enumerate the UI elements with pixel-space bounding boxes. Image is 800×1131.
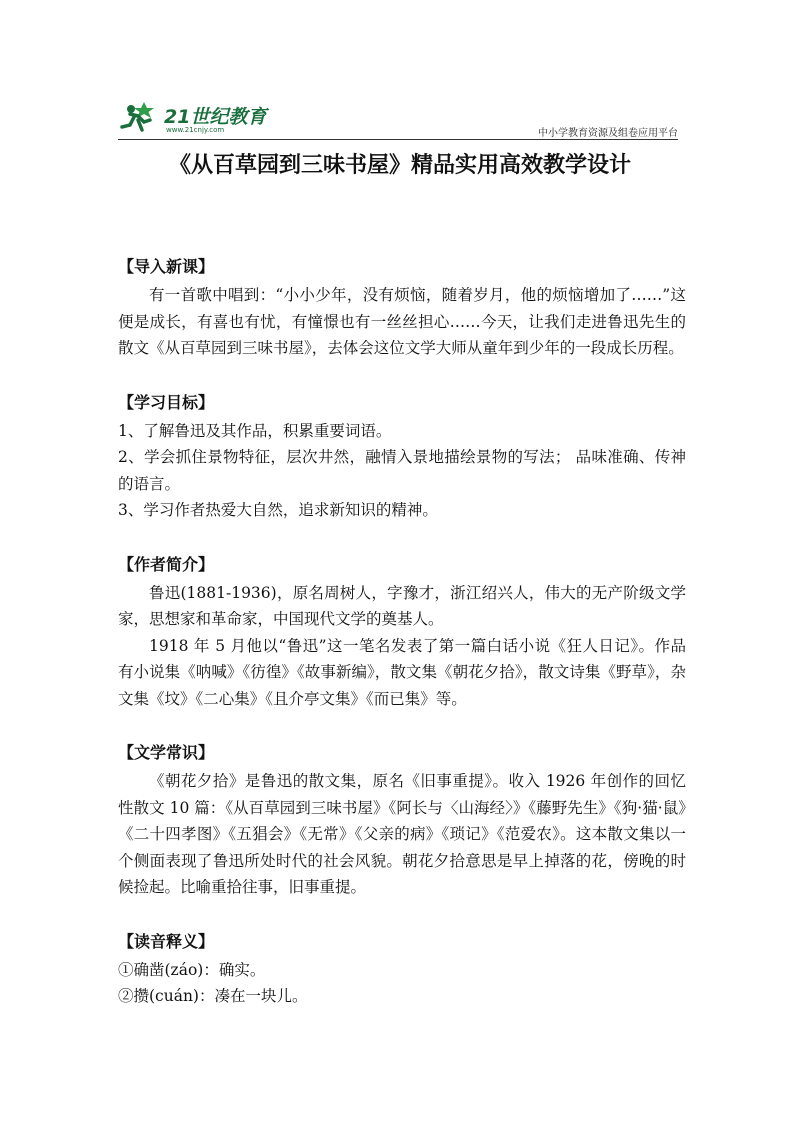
- header-tagline: 中小学教育资源及组卷应用平台: [538, 128, 678, 139]
- section-heading: 【学习目标】: [118, 392, 215, 412]
- page-title: 《从百草园到三味书屋》精品实用高效教学设计: [168, 153, 631, 178]
- document-body: [118, 252, 686, 1010]
- section-heading: 【作者简介】: [118, 554, 215, 574]
- list-item: ①确凿(záo)：确实。: [118, 960, 266, 979]
- list-item: 1、了解鲁迅及其作品，积累重要词语。: [118, 421, 392, 440]
- paragraph: 鲁迅(1881-1936)，原名周树人，字豫才，浙江绍兴人，伟大的无产阶级文学家，思想家和革命家，中国现代文学的奠基人。: [118, 583, 686, 628]
- section-heading: 【文学常识】: [118, 743, 215, 762]
- logo-url: www.21cnjy.com: [166, 126, 225, 134]
- runner-logo-icon: [120, 100, 162, 134]
- paragraph: 《朝花夕拾》是鲁迅的散文集，原名《旧事重提》。收入 1926 年创作的回忆性散文 10 篇：《从百草园到三味书屋》《阿长与〈山海经〉》《藤野先生》《狗·猫·鼠》《二十四孝图》《五猖会》《无常》《父亲的病》《琐记》《范爱农》。这本散文集以一个侧面表现了鲁迅所处时代的社会风貌。朝花夕拾意思是早上掉落的花，傍晚的时候捡起。比喻重拾往事，旧事重提。: [118, 772, 686, 896]
- paragraph: 1918 年 5 月他以“鲁迅”这一笔名发表了第一篇白话小说《狂人日记》。作品有小说集《呐喊》《彷徨》《故事新编》，散文集《朝花夕拾》，散文诗集《野草》，杂文集《坟》《二心集》《且介亭文集》《而已集》等。: [118, 636, 686, 708]
- header-rule: [118, 139, 678, 140]
- section-heading: 【读音释义】: [118, 931, 215, 951]
- logo: [118, 98, 278, 138]
- list-item: ②攒(cuán)：凑在一块儿。: [118, 987, 308, 1005]
- list-item: 2、学会抓住景物特征，层次井然，融情入景地描绘景物的写法； 品味准确、传神的语言。: [118, 448, 686, 493]
- section-heading: 【导入新课】: [118, 257, 215, 276]
- logo-text: 21世纪教育: [164, 106, 267, 128]
- page-header: [118, 98, 678, 138]
- paragraph: 有一首歌中唱到：“小小少年，没有烦恼，随着岁月，他的烦恼增加了……”这便是成长，有喜也有忧，有憧憬也有一丝丝担心……今天，让我们走进鲁迅先生的散文《从百草园到三味书屋》，去体会这位文学大师从童年到少年的一段成长历程。: [118, 286, 686, 357]
- list-item: 3、学习作者热爱大自然，追求新知识的精神。: [118, 501, 438, 519]
